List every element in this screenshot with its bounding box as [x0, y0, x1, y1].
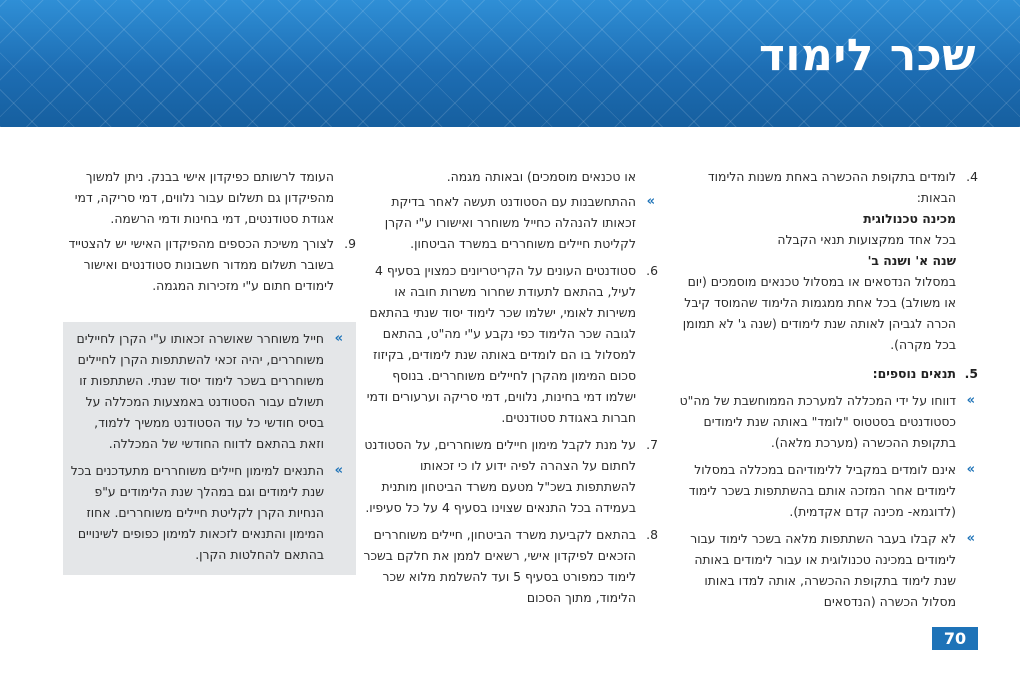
list-item-8	[362, 524, 658, 608]
list-item-5	[678, 363, 978, 384]
bullet-item	[678, 390, 978, 453]
bullet-text: התנאים למימון חיילים משוחררים מתעדכנים בכל שנת לימודים וגם במהלך שנת הלימודים ע"פ הנחיות הקרן לקליטת חיילים משוחררים. אחוז המימון והתנאים לזכאות למימון כפופים לשינויים בהתאם להחלטות הקרן.	[70, 463, 324, 562]
item-text: סטודנטים העונים על הקריטריונים כמצוין בסעיף 4 לעיל, בהתאם לתעודת שחרור משרות חובה או משירות לאומי, ישלמו שכר לימוד יסוד שנתי בהתאם לגובה שכר הלימוד כפי נקבע ע"י מה"ט, בהתאם למסלול בו הם לומדים באותה שנת לימודים, בקיזוז סכום המימון מהקרן לחיילים משוחררים. בנוסף ישלמו דמי בחינות, נלווים, דמי סריקה וערעורים ודמי חברות באגודת סטודנטים.	[366, 263, 636, 425]
item-text: בכל אחד ממקצועות תנאי הקבלה	[777, 232, 956, 247]
double-chevron-icon: »	[966, 531, 975, 546]
bullet-text: דווחו על ידי המכללה למערכת הממוחשבת של מה"ט כסטודנטים בסטטוס "לומד" באותה שנת לימודים בתקופת ההכשרה (מערכת מלאה).	[679, 393, 956, 450]
bullet-item	[678, 459, 978, 522]
subheading-years: שנה א' ושנה ב'	[867, 253, 956, 268]
item-number: 4.	[966, 169, 978, 184]
item-number: 5.	[964, 366, 978, 381]
bullet-text: אינם לומדים במקביל ללימודיהם במכללה במסלול לימודים אחר המזכה אותם בהשתתפות בשכר לימוד (לדוגמא- מכינה קדם אקדמית).	[688, 462, 956, 519]
double-chevron-icon: »	[966, 462, 975, 477]
item-number: 6.	[646, 263, 658, 278]
subheading-mechina: מכינה טכנולוגית	[863, 211, 956, 226]
list-item-6	[362, 260, 658, 428]
double-chevron-icon: »	[334, 331, 343, 346]
bullet-item	[70, 328, 346, 454]
item-number: 7.	[646, 437, 658, 452]
bullet-text: לא קבלו בעבר השתתפות מלאה בשכר לימוד עבור לימודים במכינה טכנולוגית או עבור לימודים באותה שנת לימוד בתקופת ההכשרה, אותה למדו באותו מסלול הכשרה (הנדסאים	[690, 531, 956, 609]
double-chevron-icon: »	[334, 463, 343, 478]
list-item-7	[362, 434, 658, 518]
continued-text: או טכנאים מוסמכים) ובאותה מגמה.	[446, 169, 636, 184]
bullet-text: ההתחשבנות עם הסטודנט תעשה לאחר בדיקת זכאותו להנהלה כחייל משוחרר ואישורו ע"י הקרן לקליטת חיילים משוחררים במשרד הביטחון.	[384, 194, 636, 251]
header-banner	[0, 0, 1020, 127]
list-item-9	[62, 233, 356, 296]
page-title: שכר לימוד	[759, 30, 976, 81]
double-chevron-icon: »	[646, 194, 655, 209]
info-box	[63, 322, 356, 575]
bullet-item	[678, 528, 978, 612]
info-box-content	[70, 328, 346, 571]
page-number: 70	[932, 627, 978, 650]
bullet-item	[70, 460, 346, 565]
item-text: בהתאם לקביעת משרד הביטחון, חיילים משוחררים הזכאים לפיקדון אישי, רשאים לממן את חלקם בשכר לימוד כמפורט בסעיף 5 ועד להשלמת מלוא שכר הלימוד, מתוך הסכום	[363, 527, 636, 605]
column-left	[62, 166, 356, 302]
bullet-item	[362, 191, 658, 254]
bullet-text: חייל משוחרר שאושרה זכאותו ע"י הקרן לחיילים משוחררים, יהיה זכאי להשתתפות הקרן לחיילים משוחררים בשכר לימוד יסוד שנתי. השתתפות זו תשולם עבור הסטודנט באמצעות המכללה על בסיס חודשי כל עוד הסטודנט ממשיך ללמוד, וזאת בהתאם לדווח החודשי של המכללה.	[76, 331, 324, 451]
list-item-4	[678, 166, 978, 355]
item-number: 8.	[646, 527, 658, 542]
double-chevron-icon: »	[966, 393, 975, 408]
item-text: על מנת לקבל מימון חיילים משוחררים, על הסטודנט לחתום על הצהרה לפיה ידוע לו כי זכאותו להשתתפות בשכ"ל מטעם משרד הביטחון מותנית בעמידה בכל התנאים שצוינו בסעיף 4 על כל סעיפיו.	[364, 437, 636, 515]
item-number: 9.	[344, 236, 356, 251]
column-right	[678, 166, 978, 618]
continued-text: העומד לרשותם כפיקדון אישי בבנק. ניתן למשוך מהפיקדון גם תשלום עבור נלווים, דמי סריקה, דמי אגודת סטודנטים, דמי בחינות ודמי הרשמה.	[74, 169, 334, 226]
subheading-conditions: תנאים נוספים:	[872, 366, 956, 381]
item-text: לצורך משיכת הכספים מהפיקדון האישי יש להצטייד בשובר תשלום ממדור חשבונות סטודנטים ואישור לימודים חתום ע"י מזכירות המגמה.	[68, 236, 334, 293]
item-text: במסלול הנדסאים או במסלול טכנאים מוסמכים (יום או משולב) בכל אחת ממגמות הלימוד שהמוסד קיבל הכרה לגביהן לאותה שנת לימודים (שנה ג' לא תמומן בכל מקרה).	[682, 274, 956, 352]
column-middle	[362, 166, 658, 614]
item-text: לומדים בתקופת ההכשרה באחת משנות הלימוד הבאות:	[707, 169, 956, 205]
